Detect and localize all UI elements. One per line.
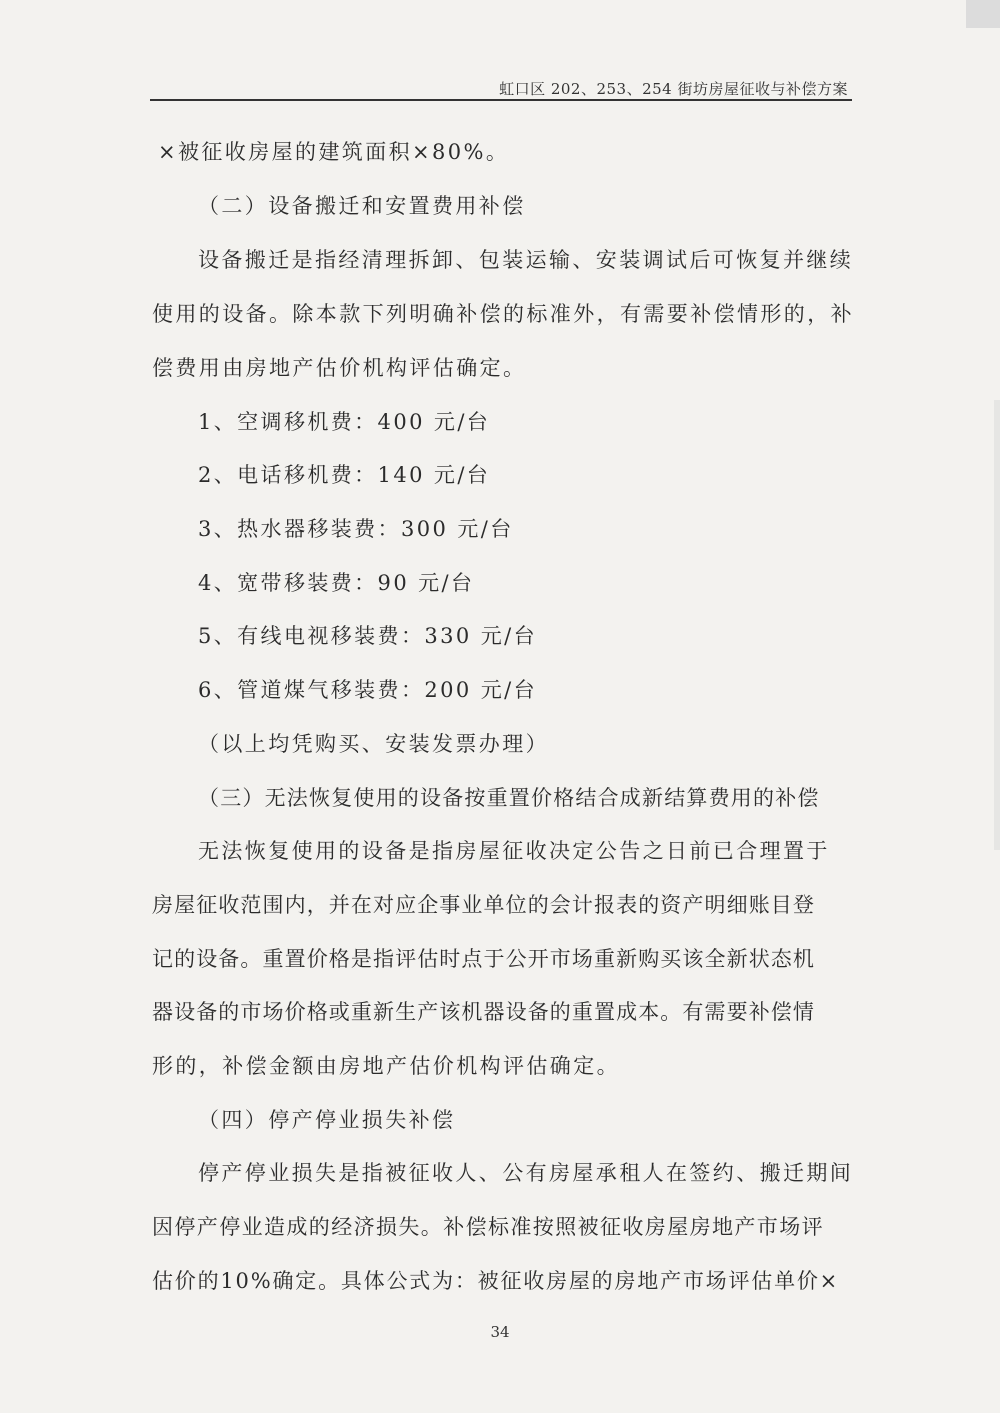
section-heading-three: （三）无法恢复使用的设备按重置价格结合成新结算费用的补偿 xyxy=(198,786,820,810)
note-line: （以上均凭购买、安装发票办理） xyxy=(198,732,549,756)
body-line: 形的，补偿金额由房地产估价机构评估确定。 xyxy=(152,1054,620,1078)
list-item: 6、管道煤气移装费：200 元/台 xyxy=(198,678,537,702)
body-line: ×被征收房屋的建筑面积×80%。 xyxy=(158,140,510,164)
section-heading-two: （二）设备搬迁和安置费用补偿 xyxy=(198,194,526,218)
body-line: 偿费用由房地产估价机构评估确定。 xyxy=(152,356,527,380)
body-line: 无法恢复使用的设备是指房屋征收决定公告之日前已合理置于 xyxy=(198,839,830,863)
section-heading-four: （四）停产停业损失补偿 xyxy=(198,1108,456,1132)
body-line: 设备搬迁是指经清理拆卸、包装运输、安装调试后可恢复并继续 xyxy=(198,248,854,272)
body-line: 器设备的市场价格或重新生产该机器设备的重置成本。有需要补偿情 xyxy=(152,1000,815,1024)
list-item: 3、热水器移装费：300 元/台 xyxy=(198,517,514,541)
scan-corner-mark xyxy=(966,0,1000,28)
list-item: 1、空调移机费：400 元/台 xyxy=(198,410,491,434)
body-line: 估价的10%确定。具体公式为：被征收房屋的房地产市场评估单价× xyxy=(152,1269,840,1293)
body-line: 记的设备。重置价格是指评估时点于公开市场重新购买该全新状态机 xyxy=(152,947,815,971)
body-line: 因停产停业造成的经济损失。补偿标准按照被征收房屋房地产市场评 xyxy=(152,1215,824,1239)
body-line: 使用的设备。除本款下列明确补偿的标准外，有需要补偿情形的，补 xyxy=(152,302,854,326)
body-line: 房屋征收范围内，并在对应企事业单位的会计报表的资产明细账目登 xyxy=(152,893,815,917)
header-rule xyxy=(150,99,852,101)
running-header: 虹口区 202、253、254 街坊房屋征收与补偿方案 xyxy=(499,80,848,98)
scan-edge-strip xyxy=(994,400,1000,850)
page-number: 34 xyxy=(490,1323,510,1341)
list-item: 2、电话移机费：140 元/台 xyxy=(198,463,491,487)
list-item: 4、宽带移装费：90 元/台 xyxy=(198,571,475,595)
list-item: 5、有线电视移装费：330 元/台 xyxy=(198,624,537,648)
body-line: 停产停业损失是指被征收人、公有房屋承租人在签约、搬迁期间 xyxy=(198,1161,854,1185)
